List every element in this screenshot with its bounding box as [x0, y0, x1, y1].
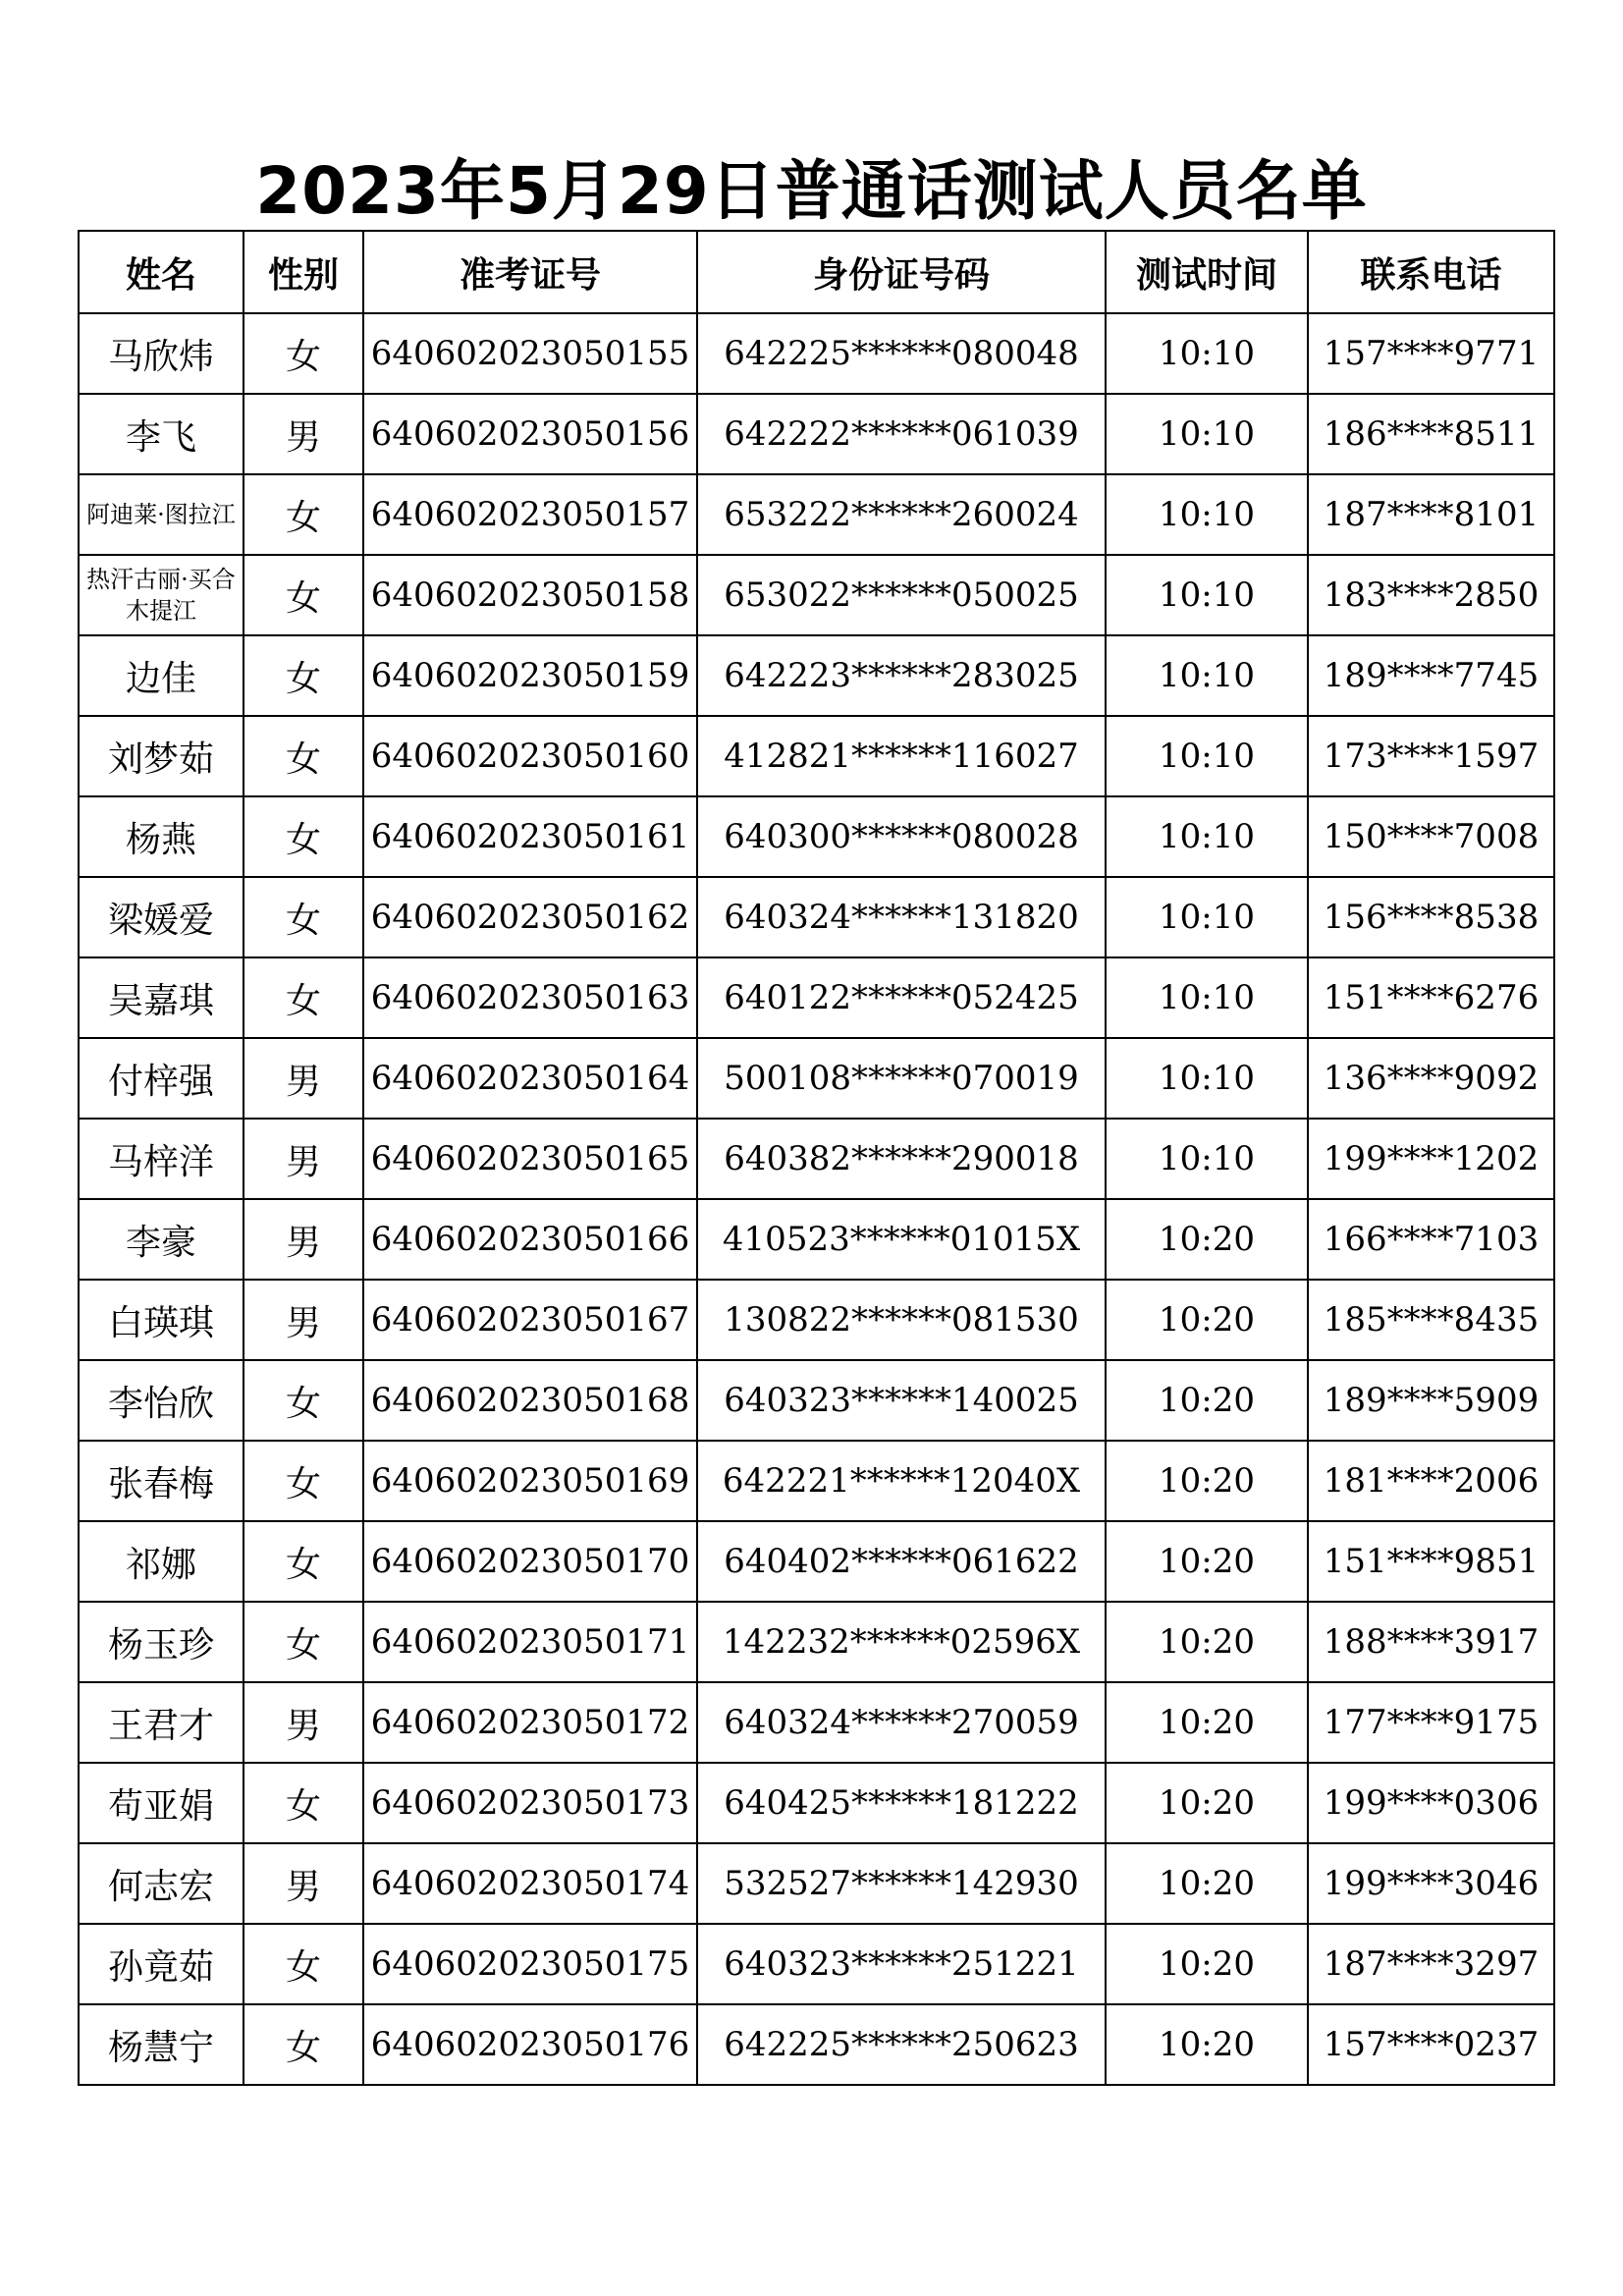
cell-exam-number: 640602023050162 [363, 877, 697, 957]
cell-id-number: 642225******080048 [697, 313, 1106, 394]
cell-name: 李怡欣 [79, 1360, 243, 1441]
cell-id-number: 642221******12040X [697, 1441, 1106, 1521]
cell-test-time: 10:10 [1106, 555, 1308, 635]
cell-exam-number: 640602023050166 [363, 1199, 697, 1280]
cell-exam-number: 640602023050156 [363, 394, 697, 474]
cell-name: 李飞 [79, 394, 243, 474]
cell-id-number: 130822******081530 [697, 1280, 1106, 1360]
cell-phone: 199****3046 [1308, 1843, 1554, 1924]
cell-exam-number: 640602023050160 [363, 716, 697, 796]
cell-id-number: 640300******080028 [697, 796, 1106, 877]
table-row [79, 1602, 1554, 1682]
cell-id-number: 642223******283025 [697, 635, 1106, 716]
cell-test-time: 10:20 [1106, 1280, 1308, 1360]
cell-test-time: 10:10 [1106, 474, 1308, 555]
cell-name: 阿迪莱·图拉江 [79, 474, 243, 555]
cell-id-number: 640382******290018 [697, 1119, 1106, 1199]
cell-name: 李豪 [79, 1199, 243, 1280]
cell-test-time: 10:20 [1106, 1521, 1308, 1602]
cell-test-time: 10:10 [1106, 394, 1308, 474]
table-row [79, 313, 1554, 394]
cell-test-time: 10:20 [1106, 1924, 1308, 2004]
cell-name: 何志宏 [79, 1843, 243, 1924]
cell-id-number: 653022******050025 [697, 555, 1106, 635]
table-row [79, 716, 1554, 796]
cell-id-number: 640425******181222 [697, 1763, 1106, 1843]
cell-id-number: 642225******250623 [697, 2004, 1106, 2085]
cell-id-number: 142232******02596X [697, 1602, 1106, 1682]
cell-phone: 136****9092 [1308, 1038, 1554, 1119]
cell-gender: 女 [243, 313, 363, 394]
cell-name: 马欣炜 [79, 313, 243, 394]
table-row [79, 1280, 1554, 1360]
cell-gender: 女 [243, 957, 363, 1038]
cell-phone: 181****2006 [1308, 1441, 1554, 1521]
header-row [79, 231, 1554, 313]
cell-name: 杨慧宁 [79, 2004, 243, 2085]
table-row [79, 635, 1554, 716]
cell-id-number: 640122******052425 [697, 957, 1106, 1038]
cell-name: 边佳 [79, 635, 243, 716]
table-row [79, 1682, 1554, 1763]
page-title: 2023年5月29日普通话测试人员名单 [255, 153, 1368, 229]
cell-name: 杨燕 [79, 796, 243, 877]
header-gender: 性别 [243, 231, 363, 313]
cell-exam-number: 640602023050157 [363, 474, 697, 555]
cell-exam-number: 640602023050165 [363, 1119, 697, 1199]
cell-exam-number: 640602023050163 [363, 957, 697, 1038]
cell-id-number: 412821******116027 [697, 716, 1106, 796]
cell-exam-number: 640602023050172 [363, 1682, 697, 1763]
cell-exam-number: 640602023050155 [363, 313, 697, 394]
cell-phone: 199****1202 [1308, 1119, 1554, 1199]
cell-gender: 女 [243, 635, 363, 716]
cell-gender: 男 [243, 1119, 363, 1199]
cell-test-time: 10:20 [1106, 1441, 1308, 1521]
cell-exam-number: 640602023050176 [363, 2004, 697, 2085]
cell-test-time: 10:10 [1106, 877, 1308, 957]
cell-test-time: 10:10 [1106, 1038, 1308, 1119]
cell-test-time: 10:10 [1106, 635, 1308, 716]
cell-test-time: 10:20 [1106, 1682, 1308, 1763]
cell-id-number: 640323******140025 [697, 1360, 1106, 1441]
cell-name: 梁媛爱 [79, 877, 243, 957]
table-row [79, 2004, 1554, 2085]
cell-exam-number: 640602023050173 [363, 1763, 697, 1843]
header-test-time: 测试时间 [1106, 231, 1308, 313]
cell-id-number: 642222******061039 [697, 394, 1106, 474]
cell-phone: 185****8435 [1308, 1280, 1554, 1360]
cell-phone: 187****3297 [1308, 1924, 1554, 2004]
cell-name: 祁娜 [79, 1521, 243, 1602]
cell-gender: 女 [243, 1763, 363, 1843]
table-row [79, 1199, 1554, 1280]
cell-name: 付梓强 [79, 1038, 243, 1119]
cell-exam-number: 640602023050159 [363, 635, 697, 716]
cell-exam-number: 640602023050158 [363, 555, 697, 635]
cell-gender: 女 [243, 877, 363, 957]
cell-test-time: 10:10 [1106, 716, 1308, 796]
cell-test-time: 10:10 [1106, 313, 1308, 394]
table-row [79, 877, 1554, 957]
cell-phone: 186****8511 [1308, 394, 1554, 474]
cell-gender: 男 [243, 1843, 363, 1924]
cell-exam-number: 640602023050175 [363, 1924, 697, 2004]
cell-phone: 151****9851 [1308, 1521, 1554, 1602]
cell-phone: 166****7103 [1308, 1199, 1554, 1280]
cell-test-time: 10:10 [1106, 1119, 1308, 1199]
cell-gender: 男 [243, 1682, 363, 1763]
cell-phone: 151****6276 [1308, 957, 1554, 1038]
cell-phone: 183****2850 [1308, 555, 1554, 635]
cell-gender: 女 [243, 555, 363, 635]
cell-phone: 187****8101 [1308, 474, 1554, 555]
cell-gender: 男 [243, 1038, 363, 1119]
cell-exam-number: 640602023050164 [363, 1038, 697, 1119]
cell-phone: 199****0306 [1308, 1763, 1554, 1843]
cell-name: 白瑛琪 [79, 1280, 243, 1360]
table-row [79, 555, 1554, 635]
cell-phone: 157****0237 [1308, 2004, 1554, 2085]
cell-gender: 女 [243, 2004, 363, 2085]
cell-test-time: 10:10 [1106, 957, 1308, 1038]
cell-gender: 男 [243, 1199, 363, 1280]
cell-phone: 189****7745 [1308, 635, 1554, 716]
table-row [79, 957, 1554, 1038]
cell-gender: 女 [243, 716, 363, 796]
cell-exam-number: 640602023050169 [363, 1441, 697, 1521]
cell-phone: 150****7008 [1308, 796, 1554, 877]
cell-exam-number: 640602023050161 [363, 796, 697, 877]
cell-exam-number: 640602023050171 [363, 1602, 697, 1682]
table-row [79, 1843, 1554, 1924]
cell-gender: 男 [243, 1280, 363, 1360]
cell-id-number: 532527******142930 [697, 1843, 1106, 1924]
cell-gender: 女 [243, 1441, 363, 1521]
table-row [79, 796, 1554, 877]
cell-id-number: 500108******070019 [697, 1038, 1106, 1119]
header-id-number: 身份证号码 [697, 231, 1106, 313]
cell-id-number: 640323******251221 [697, 1924, 1106, 2004]
cell-name: 热汗古丽·买合木提江 [79, 555, 243, 635]
cell-name: 杨玉珍 [79, 1602, 243, 1682]
cell-exam-number: 640602023050170 [363, 1521, 697, 1602]
cell-phone: 188****3917 [1308, 1602, 1554, 1682]
cell-gender: 女 [243, 1360, 363, 1441]
table-row [79, 1924, 1554, 2004]
cell-gender: 女 [243, 1521, 363, 1602]
cell-exam-number: 640602023050167 [363, 1280, 697, 1360]
table-row [79, 1441, 1554, 1521]
cell-id-number: 410523******01015X [697, 1199, 1106, 1280]
cell-gender: 女 [243, 1924, 363, 2004]
table-row [79, 474, 1554, 555]
table-row [79, 1521, 1554, 1602]
header-phone: 联系电话 [1308, 231, 1554, 313]
table-row [79, 394, 1554, 474]
cell-name: 王君才 [79, 1682, 243, 1763]
cell-test-time: 10:10 [1106, 796, 1308, 877]
cell-name: 苟亚娟 [79, 1763, 243, 1843]
table-row [79, 1763, 1554, 1843]
cell-name: 马梓洋 [79, 1119, 243, 1199]
cell-phone: 173****1597 [1308, 716, 1554, 796]
header-exam-number: 准考证号 [363, 231, 697, 313]
cell-test-time: 10:20 [1106, 1763, 1308, 1843]
cell-gender: 女 [243, 796, 363, 877]
roster-table [78, 230, 1555, 2086]
cell-exam-number: 640602023050174 [363, 1843, 697, 1924]
cell-test-time: 10:20 [1106, 1602, 1308, 1682]
cell-id-number: 640324******270059 [697, 1682, 1106, 1763]
cell-exam-number: 640602023050168 [363, 1360, 697, 1441]
cell-test-time: 10:20 [1106, 1360, 1308, 1441]
cell-phone: 177****9175 [1308, 1682, 1554, 1763]
cell-phone: 157****9771 [1308, 313, 1554, 394]
cell-gender: 女 [243, 474, 363, 555]
cell-id-number: 653222******260024 [697, 474, 1106, 555]
table-row [79, 1360, 1554, 1441]
cell-name: 孙竟茹 [79, 1924, 243, 2004]
cell-name: 刘梦茹 [79, 716, 243, 796]
cell-id-number: 640402******061622 [697, 1521, 1106, 1602]
table-row [79, 1119, 1554, 1199]
cell-test-time: 10:20 [1106, 1199, 1308, 1280]
cell-gender: 男 [243, 394, 363, 474]
header-name: 姓名 [79, 231, 243, 313]
cell-test-time: 10:20 [1106, 2004, 1308, 2085]
cell-gender: 女 [243, 1602, 363, 1682]
cell-phone: 189****5909 [1308, 1360, 1554, 1441]
cell-id-number: 640324******131820 [697, 877, 1106, 957]
cell-phone: 156****8538 [1308, 877, 1554, 957]
table-row [79, 1038, 1554, 1119]
cell-name: 吴嘉琪 [79, 957, 243, 1038]
cell-name: 张春梅 [79, 1441, 243, 1521]
cell-test-time: 10:20 [1106, 1843, 1308, 1924]
